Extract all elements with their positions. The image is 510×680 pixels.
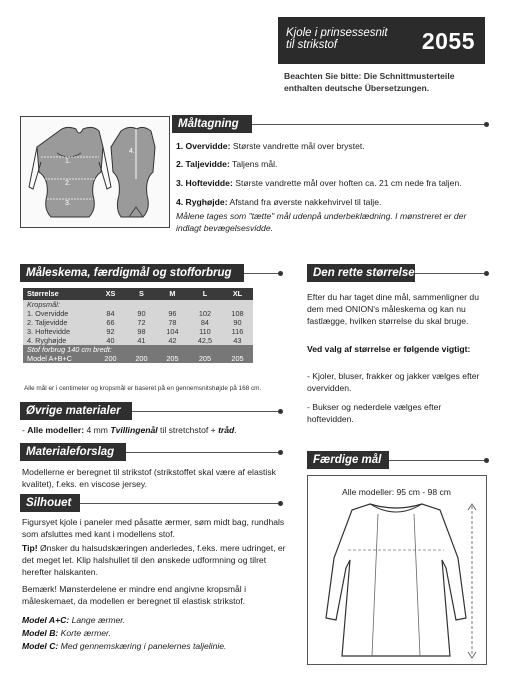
maaltagning-item-2: 2. Taljevidde: Taljens mål. [176, 159, 278, 169]
maaleskema-heading: Måleskema, færdigmål og stofforbrug [20, 264, 244, 282]
dress-illustration [308, 498, 485, 663]
silhouet-paragraph-1: Figursyet kjole i paneler med påsatte ærmer, søm midt bag, rundhals som afsluttes med kant i modellens stof. [22, 517, 285, 540]
table-row: 1. Overvidde 84 90 96 102 108 [23, 309, 253, 318]
pattern-number: 2055 [421, 28, 475, 54]
maaleskema-rule [244, 273, 280, 274]
maaltagning-rule [252, 124, 486, 125]
maaltagning-note: Målene tages som "tætte" mål udenpå underbeklædning. I mønstreret er der indlagt bevægelsesvidde. [176, 211, 467, 234]
oevrige-heading: Øvrige materialer [20, 402, 132, 420]
silhouet-heading: Silhouet [20, 494, 80, 512]
materialeforslag-rule [126, 452, 280, 453]
silhouet-tip: Tip! Ønsker du halsudskæringen anderledes, f.eks. mere udringet, er det meget let. Klip halshullet til den ønskede udformning og tilret herefter halskanten. [22, 543, 286, 578]
size-table [23, 288, 253, 363]
finished-measurement-figure [307, 475, 487, 665]
materialeforslag-heading: Materialeforslag [20, 443, 126, 461]
pattern-title: Kjole i prinsessesnit til strikstof [286, 27, 388, 51]
maaltagning-heading: Måltagning [172, 115, 252, 133]
materialeforslag-text: Modellerne er beregnet til strikstof (strikstoffet skal være af elastisk kvalitet), f.eks. en viscose jersey. [22, 467, 276, 490]
materialeforslag-dot [278, 450, 283, 455]
rette-stoerrelse-intro: Efter du har taget dine mål, sammenligner du dem med ONION's måleskema og kan nu fastlægge, hvilken størrelse du skal bruge. [307, 292, 479, 327]
silhouet-model-1: Model A+C: Lange ærmer. [22, 615, 126, 625]
table-row: 4. Ryghøjde 40 41 42 42,5 43 [23, 336, 253, 345]
size-table-header: Størrelse XS S M L XL [23, 288, 253, 300]
maaltagning-item-3: 3. Hoftevidde: Største vandrette mål over hoften ca. 21 cm nede fra taljen. [176, 178, 462, 188]
table-row: 3. Hoftevidde 92 98 104 110 116 [23, 327, 253, 336]
figure-label-3: 3. [65, 200, 71, 207]
stof-label-row: Stof forbrug 140 cm bredt: [23, 345, 253, 354]
oevrige-dot [278, 409, 283, 414]
maaleskema-dot [278, 271, 283, 276]
faerdige-dot [484, 458, 489, 463]
kropsmaal-label-row: Kropsmål: [23, 300, 253, 309]
rette-stoerrelse-bold: Ved valg af størrelse er følgende vigtigt: [307, 344, 471, 354]
maaltagning-item-1: 1. Overvidde: Største vandrette mål over brystet. [176, 141, 365, 151]
pattern-header [278, 17, 485, 64]
german-note: Beachten Sie bitte: Die Schnittmusterteile enthalten deutsche Übersetzungen. [284, 71, 455, 93]
silhouet-dot [278, 501, 283, 506]
rette-stoerrelse-bullet-2: - Bukser og nederdele vælges efter hoftevidden. [307, 402, 442, 425]
silhouet-rule [80, 503, 280, 504]
rette-stoerrelse-heading: Den rette størrelse [307, 264, 415, 282]
figure-label-2: 2. [65, 180, 71, 187]
body-measurement-figure [20, 116, 170, 228]
rette-stoerrelse-bullet-1: - Kjoler, bluser, frakker og jakker vælges efter overvidden. [307, 371, 480, 394]
maaltagning-item-4: 4. Ryghøjde: Afstand fra øverste nakkehvirvel til talje. [176, 197, 382, 207]
table-row: 2. Taljevidde 66 72 78 84 90 [23, 318, 253, 327]
rette-stoerrelse-rule [415, 273, 485, 274]
silhouet-model-3: Model C: Med gennemskæring i panelernes taljelinie. [22, 641, 227, 651]
maaltagning-dot [484, 122, 489, 127]
faerdige-rule [389, 460, 485, 461]
faerdige-caption: Alle modeller: 95 cm - 98 cm [342, 487, 451, 497]
table-row: Model A+B+C 200 200 205 205 205 [23, 354, 253, 363]
rette-stoerrelse-dot [484, 271, 489, 276]
body-figure-illustration [21, 117, 168, 226]
maaleskema-footnote: Alle mål er i centimeter og kropsmål er baseret på en gennemsnitshøjde på 168 cm. [24, 385, 262, 392]
silhouet-model-2: Model B: Korte ærmer. [22, 628, 111, 638]
faerdige-heading: Færdige mål [307, 451, 389, 469]
oevrige-rule [132, 411, 280, 412]
figure-label-4: 4. [129, 148, 135, 155]
figure-label-1: 1. [65, 158, 71, 165]
oevrige-text: - Alle modeller: 4 mm Tvillingenål til stretchstof + tråd. [22, 425, 237, 435]
silhouet-paragraph-3: Bemærk! Mønsterdelene er mindre end angivne kropsmål i måleskemaet, da modellen er beregnet til elastisk strikstof. [22, 584, 247, 607]
